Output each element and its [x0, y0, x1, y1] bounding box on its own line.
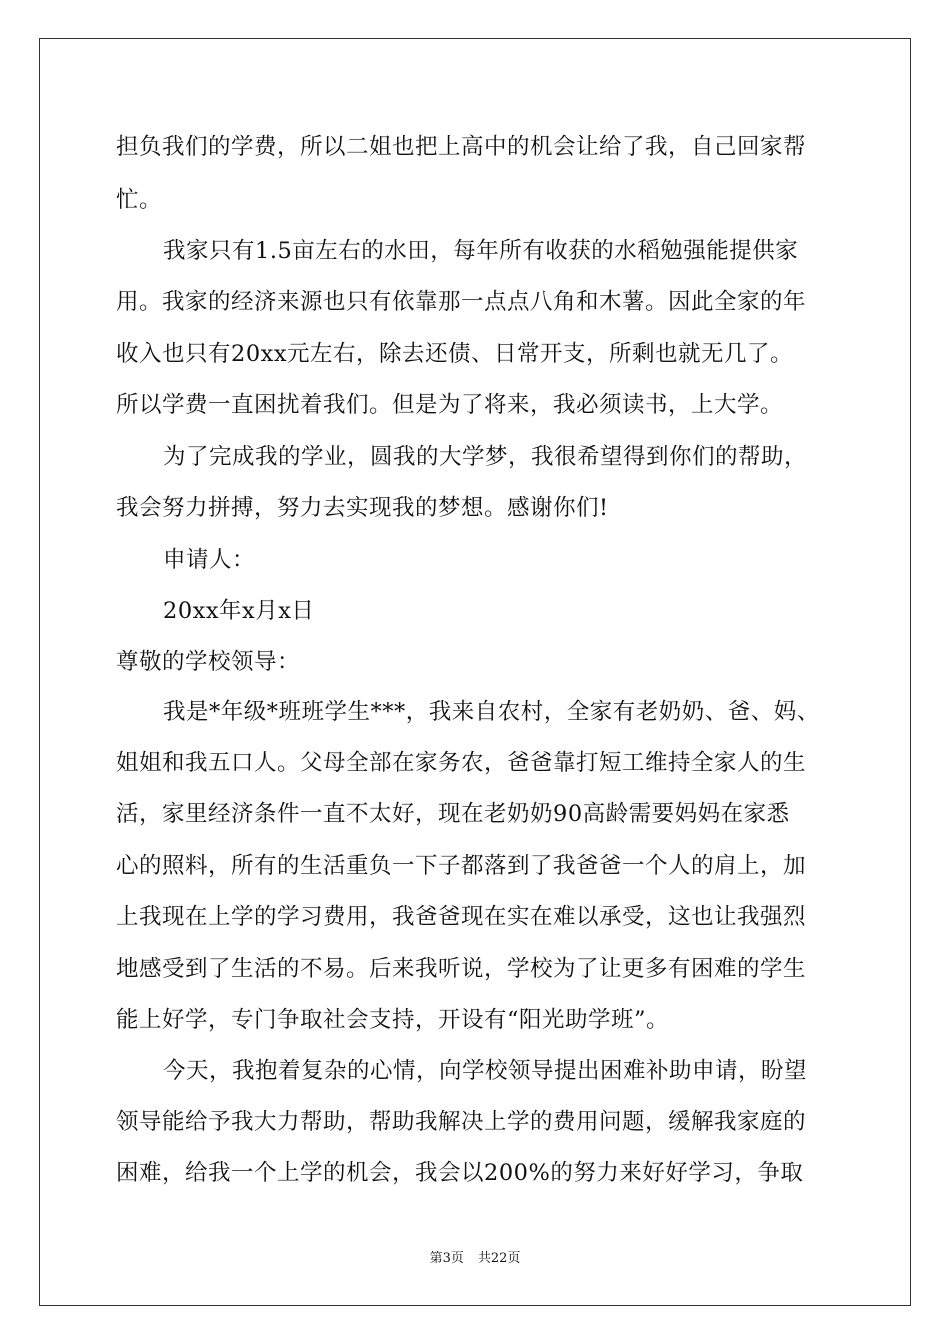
text-line: 我会努力拼搏，努力去实现我的梦想。感谢你们! — [116, 495, 609, 521]
text-line: 姐姐和我五口人。父母全部在家务农，爸爸靠打短工维持全家人的生 — [116, 750, 807, 776]
page-footer — [0, 1247, 950, 1266]
text-line: 忙。 — [116, 187, 163, 213]
date-line: 20xx年x月x日 — [163, 598, 315, 624]
paragraph-start-line: 我家只有1.5亩左右的水田，每年所有收获的水稻勉强能提供家 — [163, 238, 799, 264]
text-line: 困难，给我一个上学的机会，我会以200%的努力来好好学习，争取 — [116, 1160, 804, 1186]
text-line: 担负我们的学费，所以二姐也把上高中的机会让给了我，自己回家帮 — [116, 134, 807, 160]
page-total: 共22页 — [477, 1251, 521, 1266]
text-line: 领导能给予我大力帮助，帮助我解决上学的费用问题，缓解我家庭的 — [116, 1109, 807, 1135]
text-line: 地感受到了生活的不易。后来我听说，学校为了让更多有困难的学生 — [116, 956, 807, 982]
text-line: 用。我家的经济来源也只有依靠那一点点八角和木薯。因此全家的年 — [116, 289, 807, 315]
page-number: 第3页 — [429, 1251, 464, 1266]
paragraph-start-line: 为了完成我的学业，圆我的大学梦，我很希望得到你们的帮助， — [163, 444, 808, 470]
text-line: 能上好学，专门争取社会支持，开设有“阳光助学班”。 — [116, 1007, 670, 1033]
text-line: 活，家里经济条件一直不太好，现在老奶奶90高龄需要妈妈在家悉 — [116, 801, 790, 827]
text-line: 上我现在上学的学习费用，我爸爸现在实在难以承受，这也让我强烈 — [116, 904, 807, 930]
text-line: 收入也只有20xx元左右，除去还债、日常开支，所剩也就无几了。 — [116, 341, 794, 367]
paragraph-start-line: 我是*年级*班班学生***，我来自农村，全家有老奶奶、爸、妈、 — [163, 699, 820, 725]
applicant-label: 申请人： — [163, 547, 256, 573]
salutation: 尊敬的学校领导： — [116, 649, 301, 675]
paragraph-start-line: 今天，我抱着复杂的心情，向学校领导提出困难补助申请，盼望 — [163, 1058, 808, 1084]
text-line: 所以学费一直困扰着我们。但是为了将来，我必须读书，上大学。 — [116, 392, 784, 418]
text-line: 心的照料，所有的生活重负一下子都落到了我爸爸一个人的肩上，加 — [116, 853, 807, 879]
